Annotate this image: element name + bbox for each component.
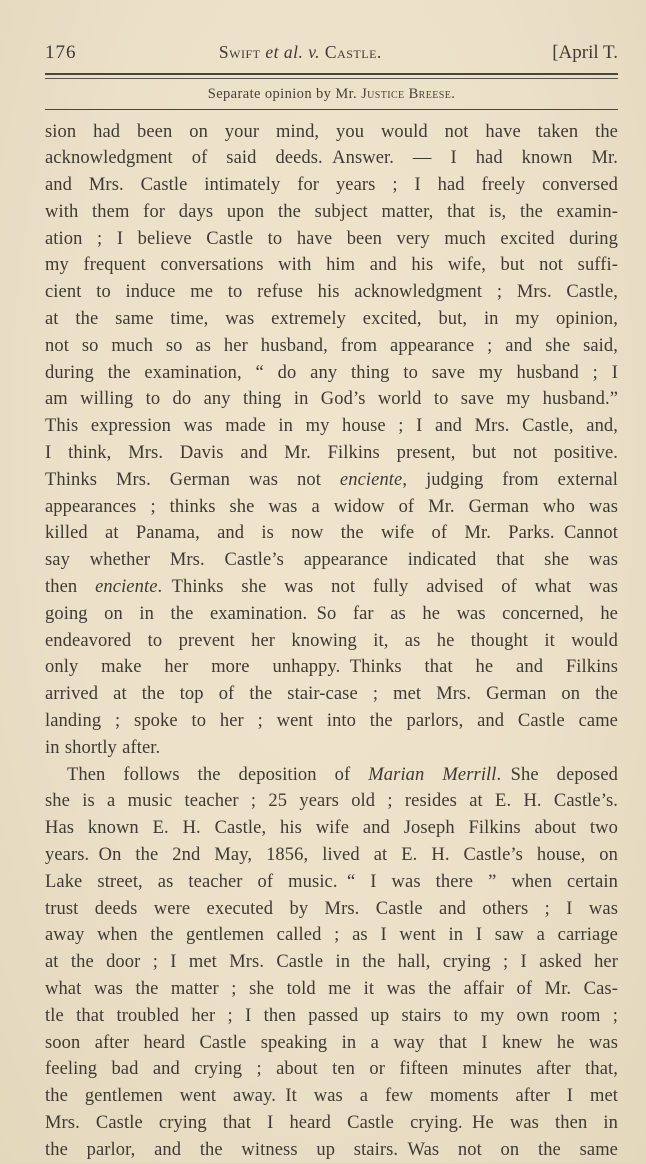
body-text: landing ; spoke to her ; went into the parlors, and Castle came (45, 711, 618, 732)
text-line (45, 735, 618, 762)
text-line (45, 306, 618, 333)
text-line (45, 547, 618, 574)
body-text: at the same time, was extremely excited, but, in my opinion, (45, 309, 618, 330)
text-line (45, 226, 618, 253)
body-text: . She deposed (496, 764, 619, 785)
text-line (45, 601, 618, 628)
case-title-party1: Swift (218, 42, 261, 62)
body-text: I think, Mrs. Davis and Mr. Filkins present, but not positive. (45, 443, 618, 464)
running-head-justice: Justice Breese (361, 85, 452, 102)
body-text: feeling bad and crying ; about ten or fifteen minutes after that, (45, 1059, 618, 1080)
body-text: say whether Mrs. Castle’s appearance indicated that she was (45, 550, 618, 571)
text-line (45, 1056, 618, 1083)
text-line (45, 440, 618, 467)
document-body (45, 119, 618, 1164)
italic-text: enciente (339, 469, 403, 490)
body-text: the parlor, and the witness up stairs. Was not on the same (45, 1139, 618, 1160)
rule-thick (45, 73, 618, 75)
text-line (45, 788, 618, 815)
body-text: in shortly after. (45, 737, 161, 758)
text-line (45, 119, 618, 146)
text-line (45, 199, 618, 226)
term-label: [April T. (552, 42, 618, 63)
body-text: . Thinks she was not fully advised of what was (157, 577, 618, 598)
page-number: 176 (45, 42, 77, 63)
text-line (45, 172, 618, 199)
running-head-suffix: . (451, 85, 456, 102)
running-head-prefix: Separate opinion by Mr. (207, 85, 362, 102)
body-text: she is a music teacher ; 25 years old ; resides at E. H. Castle’s. (45, 791, 618, 812)
body-text: at the door ; I met Mrs. Castle in the hall, crying ; I asked her (45, 952, 618, 973)
body-text: tle that troubled her ; I then passed up stairs to my own room ; (45, 1005, 618, 1026)
body-text: endeavored to prevent her knowing it, as he thought it would (45, 630, 618, 651)
body-text: the gentlemen went away. It was a few moments after I met (45, 1086, 618, 1107)
body-text: Lake street, as teacher of music. “ I was there ” when certain (45, 871, 618, 892)
case-title-connector: et al. v. (260, 42, 325, 62)
text-line (45, 467, 618, 494)
paragraph (45, 762, 618, 1164)
header-double-rule (45, 73, 618, 79)
text-line (45, 413, 618, 440)
italic-text: enciente (95, 577, 158, 598)
text-line (45, 333, 618, 360)
body-text: then (45, 577, 96, 598)
text-line (45, 1110, 618, 1137)
case-title (219, 42, 382, 63)
body-text: Mrs. Castle crying that I heard Castle crying. He was then in (45, 1112, 618, 1133)
body-text: cient to induce me to refuse his acknowledgment ; Mrs. Castle, (45, 282, 618, 303)
text-line (45, 922, 618, 949)
text-line (45, 1030, 618, 1057)
body-text: trust deeds were executed by Mrs. Castle and others ; I was (45, 898, 618, 919)
text-line (45, 145, 618, 172)
body-text: Has known E. H. Castle, his wife and Joseph Filkins about two (45, 818, 618, 839)
text-line (45, 654, 618, 681)
body-text: away when the gentlemen called ; as I went in I saw a carriage (45, 925, 618, 946)
text-line (45, 252, 618, 279)
body-text: going on in the examination. So far as he was concerned, he (45, 603, 618, 624)
text-line (45, 708, 618, 735)
text-line (45, 360, 618, 387)
body-text: what was the matter ; she told me it was the affair of Mr. Cas- (45, 979, 618, 999)
text-line (45, 762, 618, 789)
body-text: Then follows the deposition of (67, 764, 369, 785)
text-line (45, 842, 618, 869)
body-text: during the examination, “ do any thing to save my husband ; I (45, 362, 618, 383)
body-text: Thinks Mrs. German was not (45, 469, 340, 490)
body-text: with them for days upon the subject matter, that is, the examin- (45, 201, 618, 222)
body-text: only make her more unhappy. Thinks that he and Filkins (45, 657, 618, 678)
page-header (45, 42, 618, 66)
rule-thin (45, 78, 618, 79)
text-line (45, 386, 618, 413)
body-text: appearances ; thinks she was a widow of Mr. German who was (45, 496, 618, 517)
body-text: soon after heard Castle speaking in a way that I knew he was (45, 1032, 618, 1053)
body-text: and Mrs. Castle intimately for years ; I had freely conversed (45, 175, 618, 196)
italic-text: Marian Merrill (368, 764, 497, 785)
text-line (45, 574, 618, 601)
text-line (45, 896, 618, 923)
body-text: killed at Panama, and is now the wife of Mr. Parks. Cannot (45, 523, 618, 544)
body-text: years. On the 2nd May, 1856, lived at E. H. Castle’s house, on (45, 845, 618, 866)
body-text: my frequent conversations with him and his wife, but not suffi- (45, 255, 618, 276)
text-line (45, 494, 618, 521)
text-line (45, 976, 618, 1003)
text-line (45, 520, 618, 547)
body-text: acknowledgment of said deeds. Answer. — I had known Mr. (45, 148, 618, 169)
body-text: am willing to do any thing in God’s world to save my husband.” (45, 389, 618, 410)
running-head (45, 86, 618, 103)
body-text: arrived at the top of the stair-case ; met Mrs. German on the (45, 684, 618, 705)
body-text: , judging from external (402, 469, 618, 490)
paragraph (45, 119, 618, 762)
body-text: ation ; I believe Castle to have been very much excited during (45, 228, 618, 249)
text-line (45, 949, 618, 976)
text-line (45, 279, 618, 306)
text-line (45, 628, 618, 655)
body-text: not so much so as her husband, from appearance ; and she said, (45, 335, 618, 356)
text-line (45, 1137, 618, 1164)
body-text: This expression was made in my house ; I and Mrs. Castle, and, (45, 416, 618, 437)
running-head-rule (45, 109, 618, 110)
case-title-party2: Castle. (324, 42, 382, 62)
text-line (45, 1003, 618, 1030)
text-line (45, 1083, 618, 1110)
text-line (45, 815, 618, 842)
body-text: sion had been on your mind, you would not have taken the (45, 121, 618, 142)
text-line (45, 869, 618, 896)
text-line (45, 681, 618, 708)
